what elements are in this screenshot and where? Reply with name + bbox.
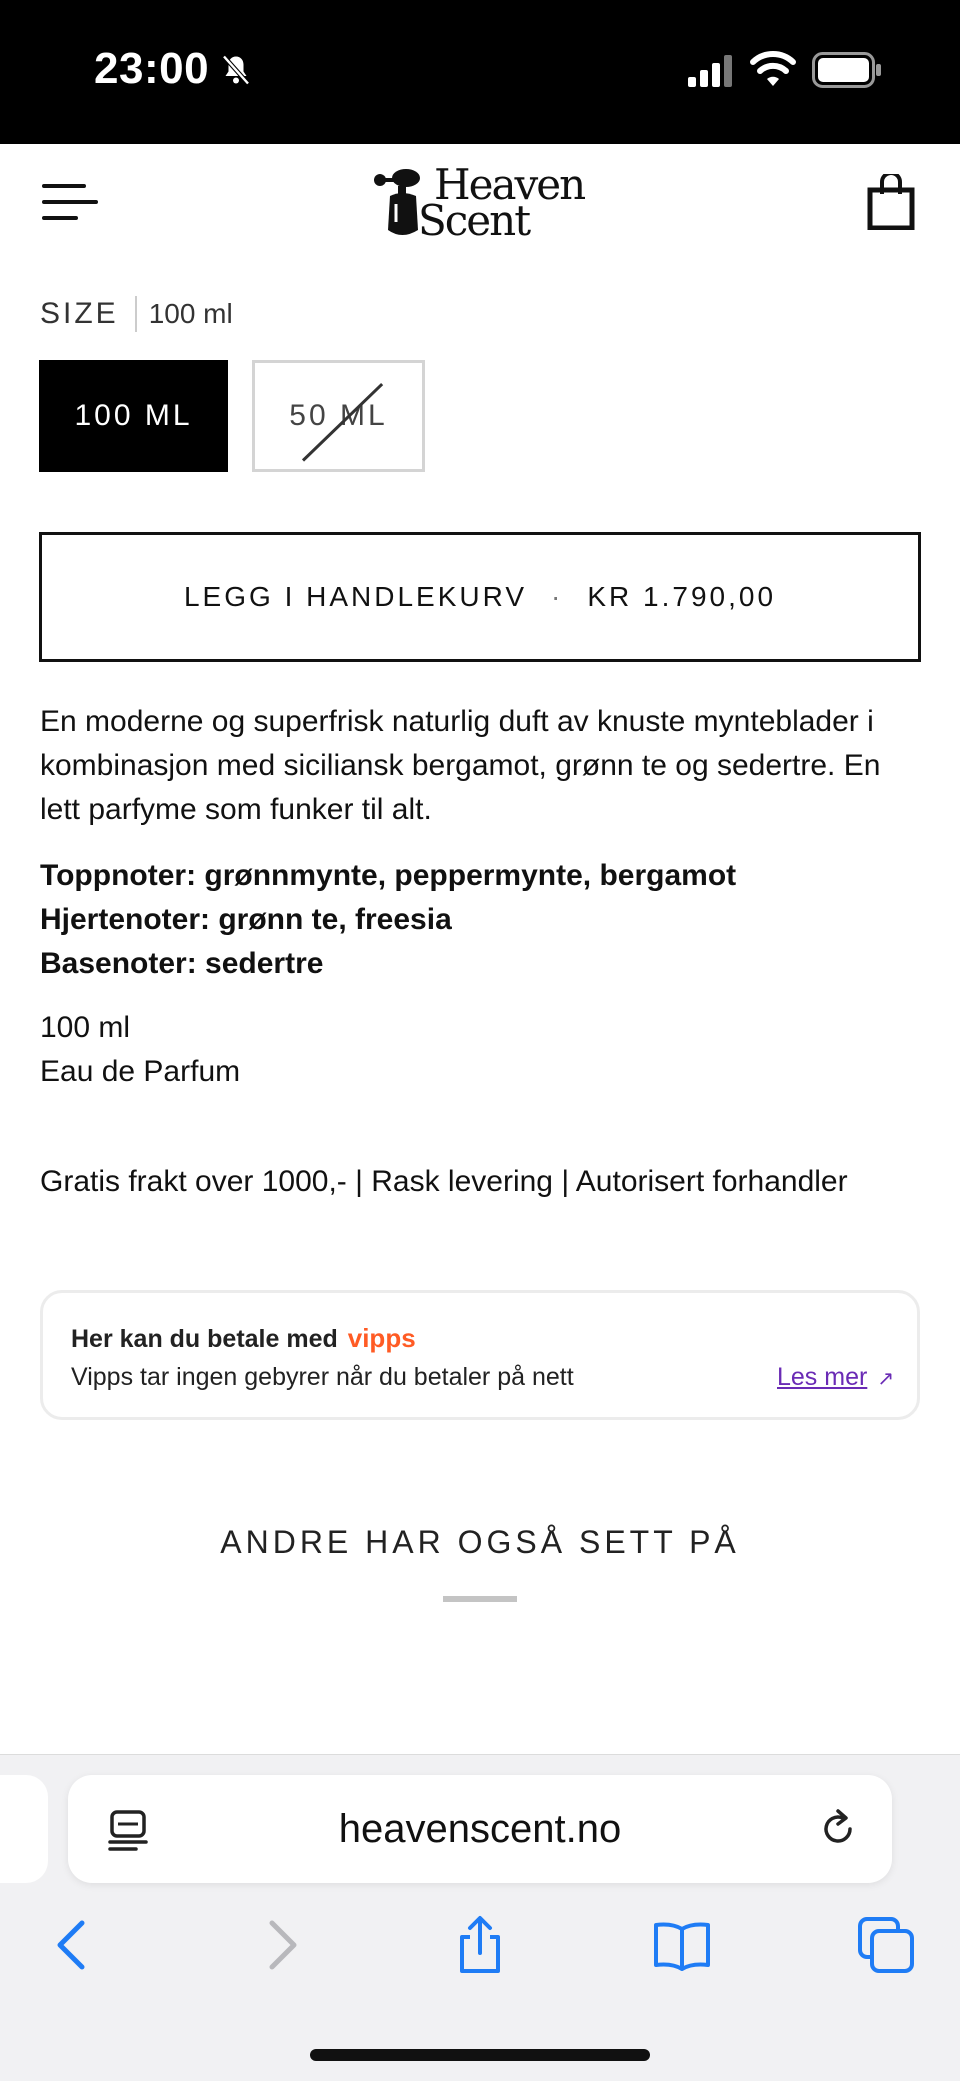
status-time: 23:00 xyxy=(94,44,210,93)
logo-text-scent: Scent xyxy=(418,196,530,245)
tab-overview-icon[interactable] xyxy=(108,1809,148,1851)
url-text: heavenscent.no xyxy=(338,1806,622,1851)
battery-icon xyxy=(812,52,882,88)
base-notes: Basenoter: sedertre xyxy=(40,947,324,980)
vipps-title xyxy=(71,1323,416,1354)
previous-tab-edge[interactable] xyxy=(0,1775,48,1883)
product-type: Eau de Parfum xyxy=(40,1055,241,1088)
size-option-label: 50 ML xyxy=(289,399,388,432)
size-option-label: 100 ML xyxy=(74,399,193,432)
vipps-link-text: Les mer xyxy=(777,1363,868,1391)
add-to-cart-label: LEGG I HANDLEKURV xyxy=(183,581,528,612)
related-products-title: ANDRE HAR OGSÅ SETT PÅ xyxy=(220,1524,740,1560)
wifi-icon xyxy=(750,50,796,88)
size-label: SIZE xyxy=(40,297,119,330)
forward-icon[interactable] xyxy=(250,1915,310,1975)
tabs-icon[interactable] xyxy=(856,1915,916,1975)
external-arrow-icon: ↗ xyxy=(877,1368,895,1390)
vipps-title-text: Her kan du betale med xyxy=(71,1325,338,1353)
reload-icon[interactable] xyxy=(816,1807,860,1851)
vipps-subtitle: Vipps tar ingen gebyrer når du betaler på nett xyxy=(71,1363,574,1391)
address-bar[interactable] xyxy=(68,1775,892,1883)
add-to-cart-button[interactable] xyxy=(39,532,921,662)
product-spec xyxy=(40,1006,240,1094)
vipps-banner xyxy=(40,1290,920,1420)
status-bar xyxy=(0,0,960,144)
fragrance-notes xyxy=(40,854,920,986)
site-logo[interactable] xyxy=(372,158,588,244)
bookmarks-icon[interactable] xyxy=(652,1915,712,1975)
shopping-bag-icon[interactable] xyxy=(866,174,916,230)
size-divider xyxy=(135,296,137,332)
back-icon[interactable] xyxy=(44,1915,104,1975)
size-selected-value: 100 ml xyxy=(148,298,233,329)
site-header xyxy=(0,144,960,258)
signal-icon xyxy=(688,55,734,87)
product-description: En moderne og superfrisk naturlig duft av knuste mynteblader i kombinasjon med siciliansk bergamot, grønn te og sedertre. En lett parfyme som funker til alt. xyxy=(40,705,881,826)
home-indicator xyxy=(310,2049,650,2061)
related-title-underline xyxy=(443,1596,517,1602)
top-notes: Toppnoter: grønnmynte, peppermynte, bergamot xyxy=(40,859,737,892)
heart-notes: Hjertenoter: grønn te, freesia xyxy=(40,903,452,936)
logo-text-heaven: Heaven xyxy=(434,160,585,209)
vipps-read-more-link[interactable] xyxy=(777,1363,894,1392)
product-volume: 100 ml xyxy=(40,1011,131,1044)
shipping-info: Gratis frakt over 1000,- | Rask levering | Autorisert forhandler xyxy=(40,1165,848,1198)
bell-slash-icon xyxy=(218,52,254,88)
price: KR 1.790,00 xyxy=(587,581,777,612)
size-option-50ml[interactable] xyxy=(252,360,425,472)
size-row xyxy=(40,294,233,334)
menu-icon[interactable] xyxy=(42,182,100,222)
price-separator: · xyxy=(551,581,564,612)
browser-toolbar xyxy=(0,1754,960,2081)
vipps-logo: vipps xyxy=(347,1323,416,1353)
share-icon[interactable] xyxy=(450,1915,510,1975)
size-option-100ml[interactable] xyxy=(39,360,228,472)
